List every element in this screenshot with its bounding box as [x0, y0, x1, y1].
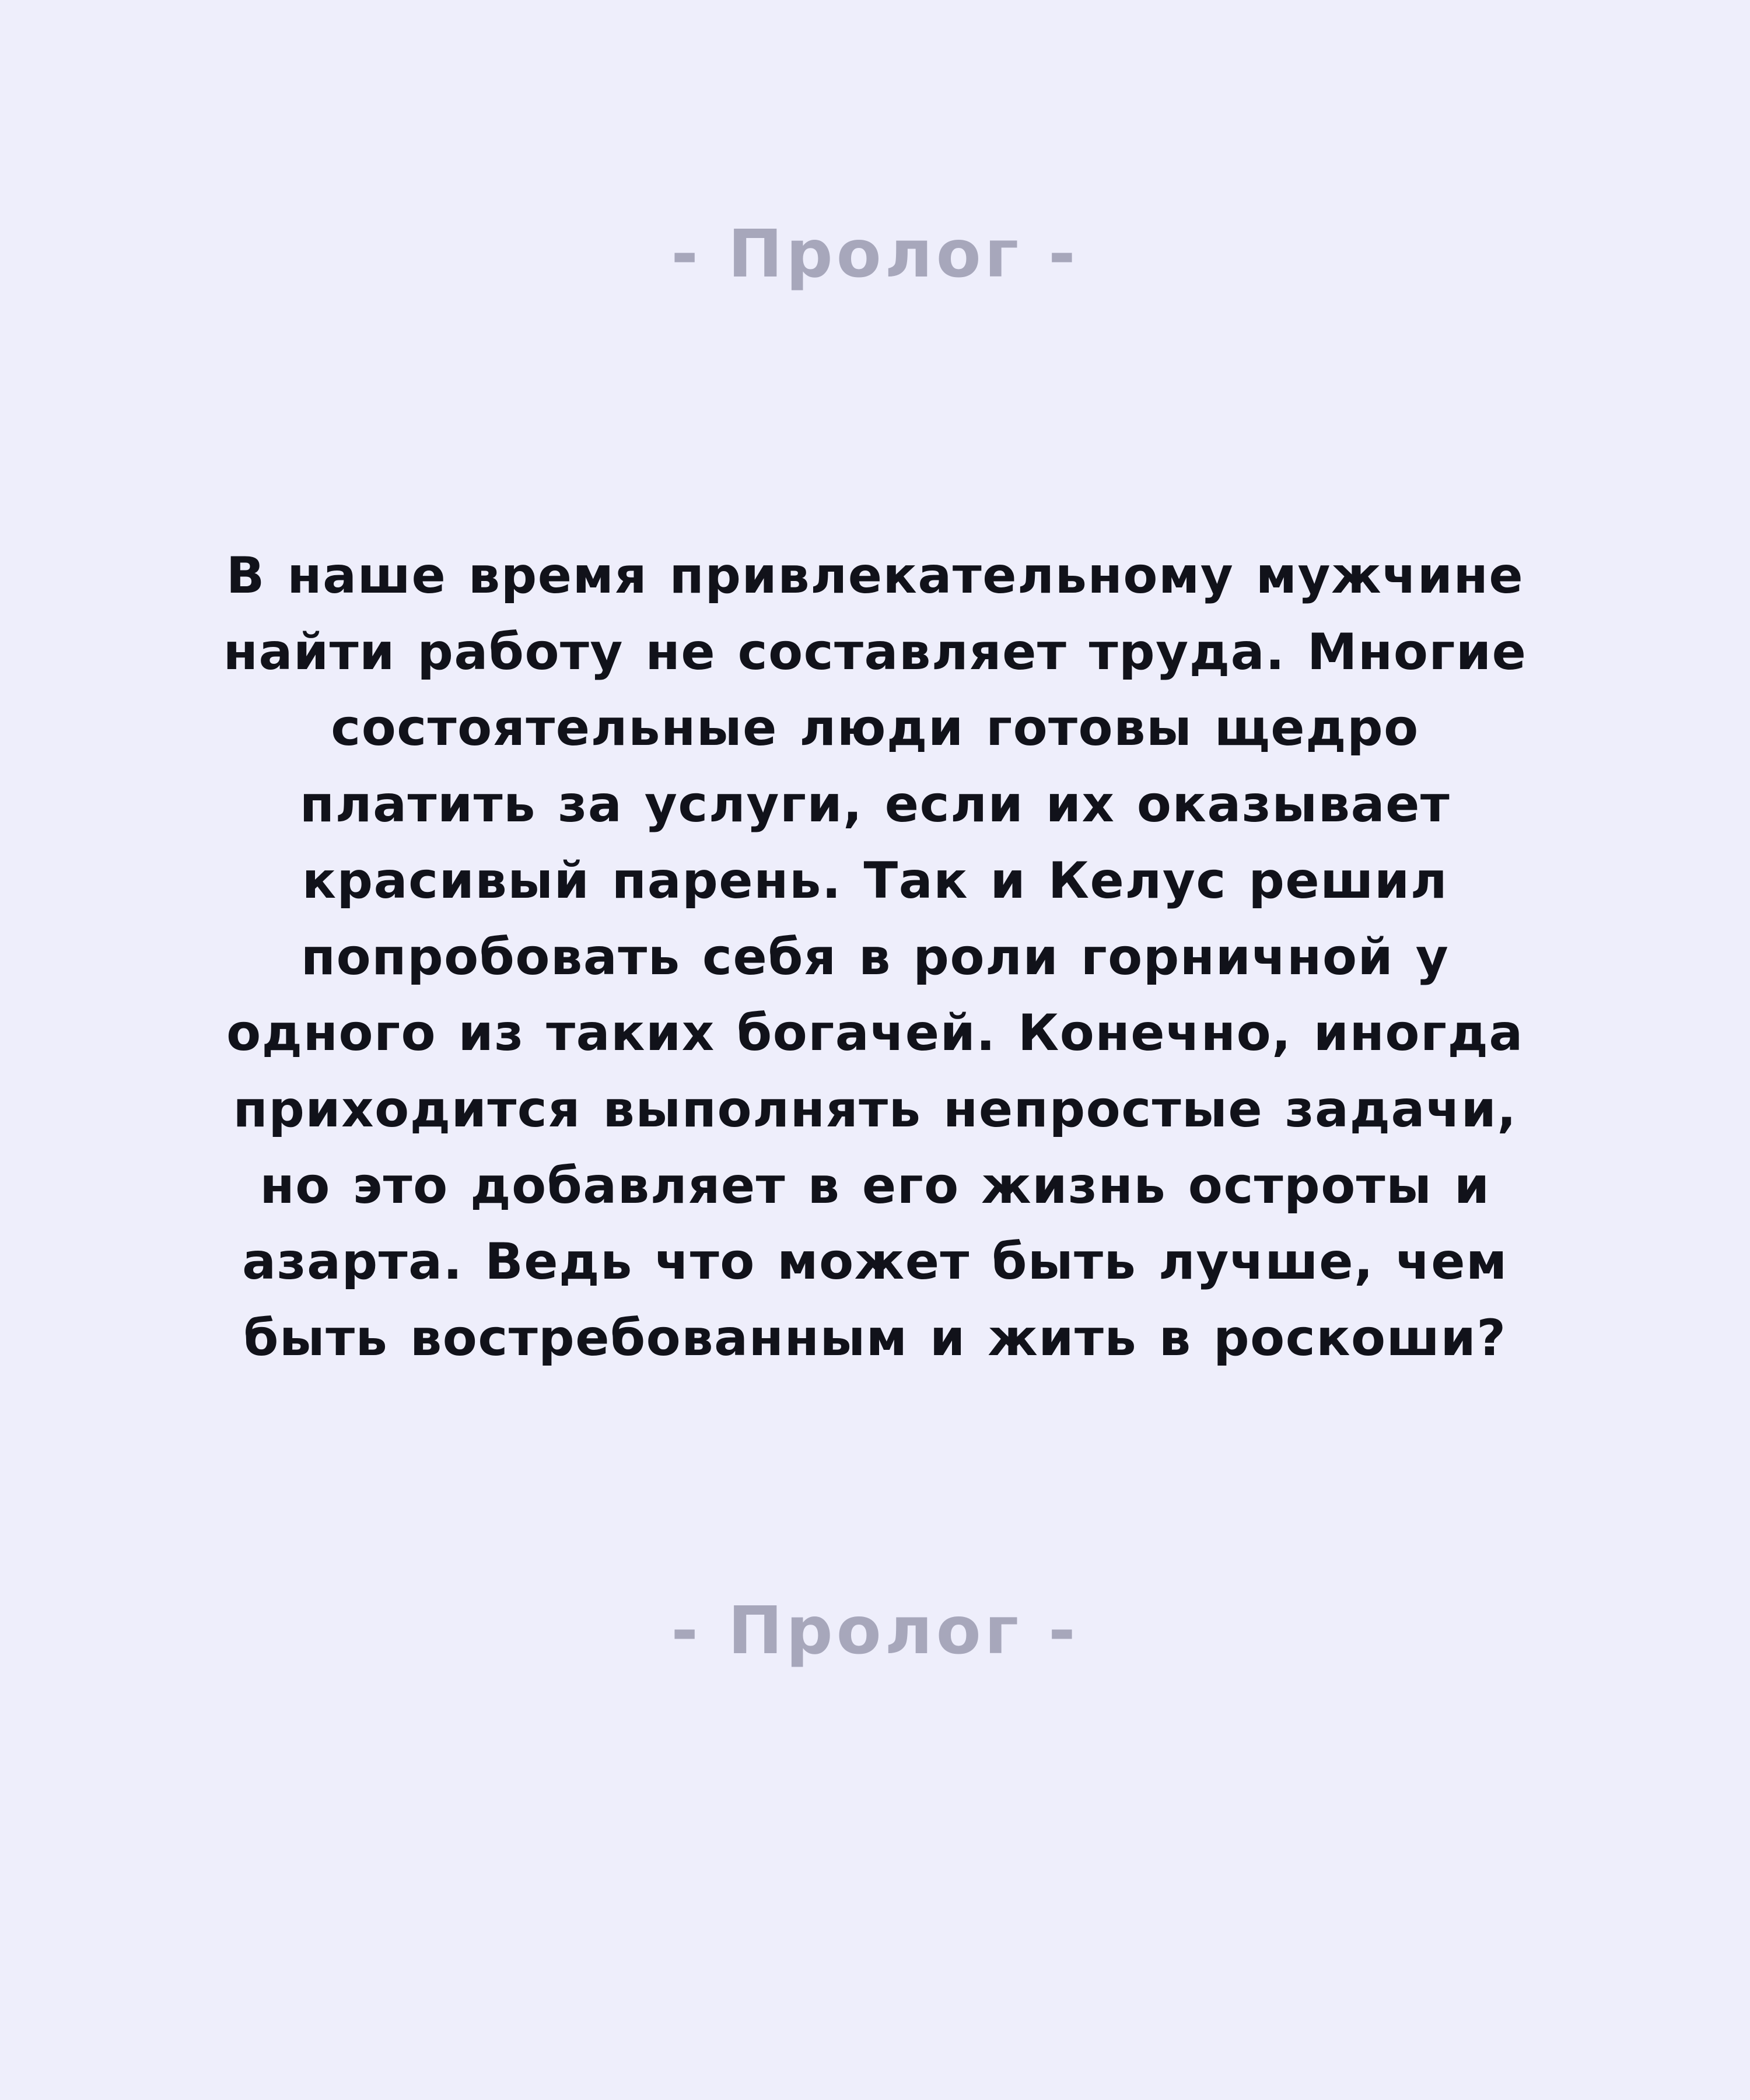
body-paragraph: В наше время привлекательному мужчине найти работу не составляет труда. Многие состоятельные люди готовы щедро платить за услуги, если их оказывает красивый парень. Так и Келус решил попробовать себя в роли горничной у одного из таких богачей. Конечно, иногда приходится выполнять непростые задачи, но это добавляет в его жизнь остроты и азарта. Ведь что может быть лучше, чем быть востребованным и жить в роскоши? — [223, 547, 1527, 1368]
body-text-block — [216, 538, 1534, 1377]
page-title-bottom: - Пролог - — [671, 1592, 1079, 1669]
page-title-top: - Пролог - — [671, 216, 1079, 292]
